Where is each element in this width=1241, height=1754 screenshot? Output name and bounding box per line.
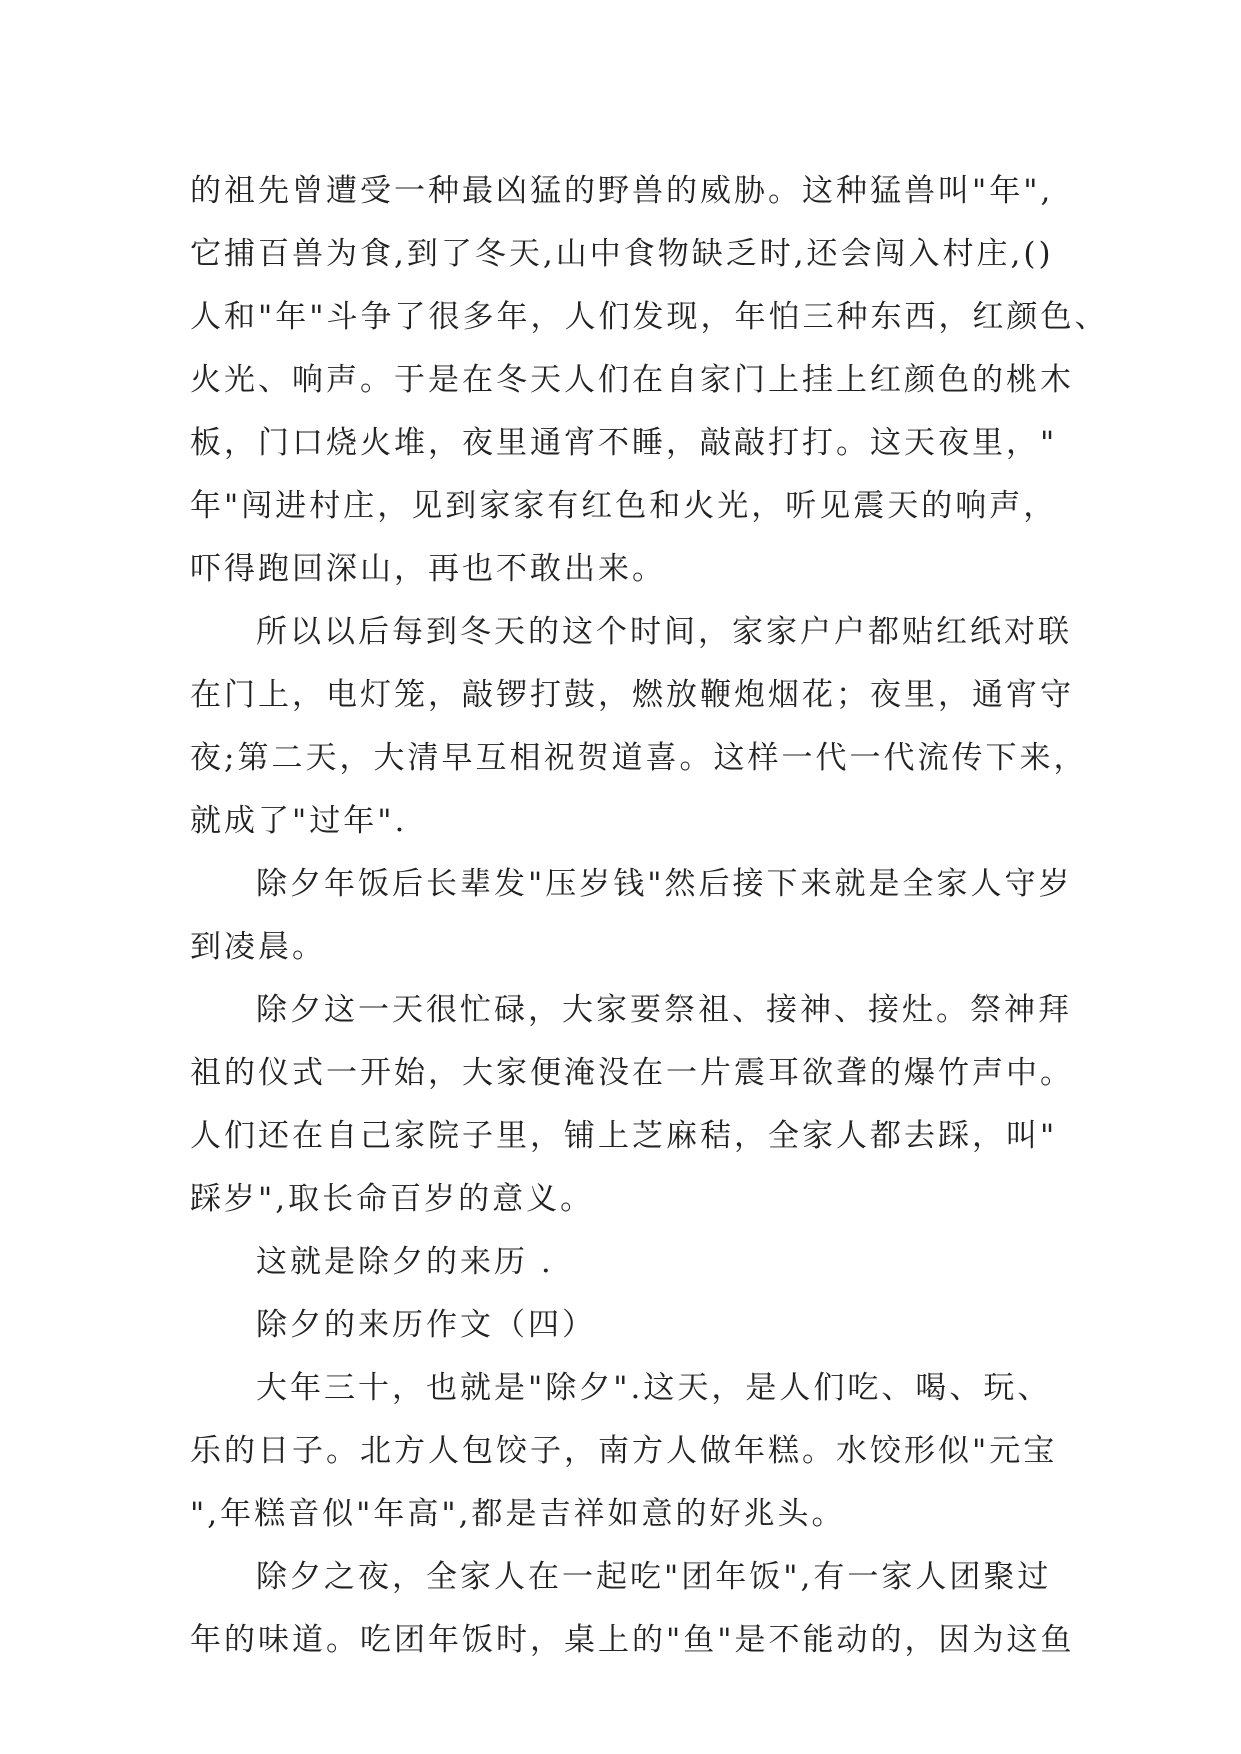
- text-line: ",年糕音似"年高",都是吉祥如意的好兆头。: [190, 1496, 846, 1532]
- text-line: 年的味道。吃团年饭时，桌上的"鱼"是不能动的，因为这鱼: [190, 1622, 1075, 1658]
- text-line: 人们还在自己家院子里，铺上芝麻秸，全家人都去踩，叫": [190, 1118, 1058, 1154]
- text-line: 的祖先曾遭受一种最凶猛的野兽的威胁。这种猛兽叫"年",: [190, 173, 1054, 209]
- paragraph-start-line: 除夕之夜，全家人在一起吃"团年饭",有一家人团聚过: [256, 1559, 1052, 1595]
- text-line: 踩岁",取长命百岁的意义。: [190, 1181, 595, 1217]
- text-line: 它捕百兽为食,到了冬天,山中食物缺乏时,还会闯入村庄,(): [190, 236, 1054, 272]
- text-line: 到凌晨。: [190, 929, 326, 965]
- text-line: 板，门口烧火堆，夜里通宵不睡，敲敲打打。这天夜里，": [190, 425, 1058, 461]
- section-heading: 除夕的来历作文（四）: [256, 1307, 596, 1343]
- text-line: 火光、响声。于是在冬天人们在自家门上挂上红颜色的桃木: [190, 362, 1074, 398]
- paragraph-start-line: 这就是除夕的来历 .: [256, 1244, 554, 1280]
- text-line: 祖的仪式一开始，大家便淹没在一片震耳欲聋的爆竹声中。: [190, 1055, 1074, 1091]
- text-line: 在门上，电灯笼，敲锣打鼓，燃放鞭炮烟花；夜里，通宵守: [190, 677, 1074, 713]
- text-line: 吓得跑回深山，再也不敢出来。: [190, 551, 666, 587]
- text-line: 人和"年"斗争了很多年，人们发现，年怕三种东西，红颜色、: [190, 299, 1109, 335]
- text-line: 乐的日子。北方人包饺子，南方人做年糕。水饺形似"元宝: [190, 1433, 1058, 1469]
- text-line: 夜;第二天，大清早互相祝贺道喜。这样一代一代流传下来，: [190, 740, 1088, 776]
- paragraph-start-line: 除夕年饭后长辈发"压岁钱"然后接下来就是全家人守岁: [256, 866, 1073, 902]
- text-line: 就成了"过年".: [190, 803, 408, 839]
- paragraph-start-line: 大年三十，也就是"除夕".这天，是人们吃、喝、玩、: [256, 1370, 1052, 1406]
- body-text: [190, 160, 1109, 1672]
- paragraph-start-line: 所以以后每到冬天的这个时间，家家户户都贴红纸对联: [256, 614, 1072, 650]
- paragraph-start-line: 除夕这一天很忙碌，大家要祭祖、接神、接灶。祭神拜: [256, 992, 1072, 1028]
- text-line: 年"闯进村庄，见到家家有红色和火光，听见震天的响声，: [190, 488, 1058, 524]
